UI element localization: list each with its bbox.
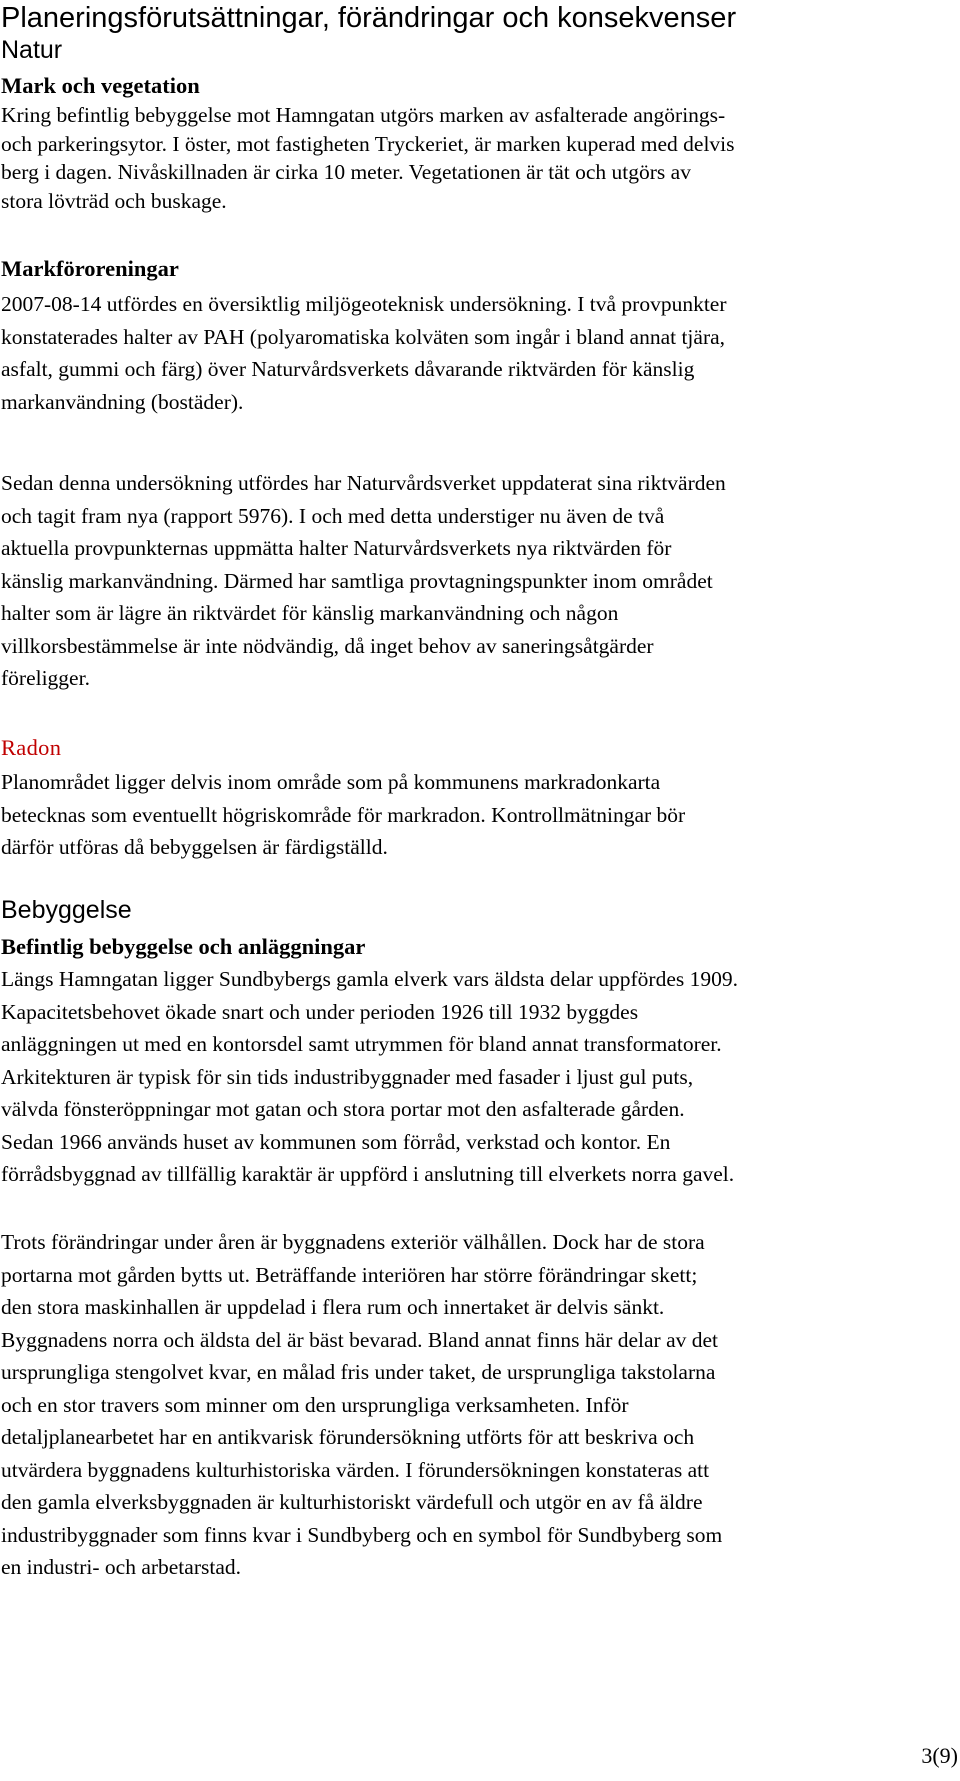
- text-line: Kring befintlig bebyggelse mot Hamngatan utgörs marken av asfalterade angörings-: [1, 103, 726, 127]
- text-line: aktuella provpunkternas uppmätta halter Naturvårdsverkets nya riktvärden för: [1, 536, 672, 560]
- page-number: 3(9): [921, 1743, 958, 1768]
- paragraph-markfororeningar-1: [1, 288, 936, 418]
- text-line: halter som är lägre än riktvärdet för känslig markanvändning och någon: [1, 601, 619, 625]
- page-title: Planeringsförutsättningar, förändringar och konsekvenser: [1, 2, 737, 34]
- text-line: Trots förändringar under åren är byggnadens exteriör välhållen. Dock har de stora: [1, 1230, 705, 1254]
- text-line: och en stor travers som minner om den ursprungliga verksamheten. Inför: [1, 1392, 629, 1417]
- paragraph-befintlig-1: [1, 963, 936, 1191]
- text-line: en industri- och arbetarstad.: [1, 1555, 241, 1579]
- text-line: ursprungliga stengolvet kvar, en målad fris under taket, de ursprungliga takstolarna: [1, 1360, 716, 1384]
- text-line: portarna mot gården bytts ut. Beträffande interiören har större förändringar skett;: [1, 1262, 698, 1287]
- text-line: utvärdera byggnadens kulturhistoriska värden. I förundersökningen konstateras att: [1, 1457, 710, 1482]
- text-line: och tagit fram nya (rapport 5976). I och med detta understiger nu även de två: [1, 503, 665, 528]
- text-line: förrådsbyggnad av tillfällig karaktär är uppförd i anslutning till elverkets norra gavel.: [1, 1162, 735, 1186]
- text-line: Planområdet ligger delvis inom område som på kommunens markradonkarta: [1, 770, 661, 794]
- text-line: Kapacitetsbehovet ökade snart och under perioden 1926 till 1932 byggdes: [1, 999, 639, 1024]
- section-heading-natur: Natur: [1, 36, 63, 64]
- text-line: välvda fönsteröppningar mot gatan och stora portar mot den asfalterade gården.: [1, 1097, 685, 1121]
- paragraph-mark-och-vegetation: [1, 101, 936, 215]
- text-line: berg i dagen. Nivåskillnaden är cirka 10 meter. Vegetationen är tät och utgörs av: [1, 160, 691, 184]
- text-line: stora lövträd och buskage.: [1, 188, 227, 213]
- subheading-mark-och-vegetation: Mark och vegetation: [1, 73, 200, 98]
- text-line: föreligger.: [1, 666, 90, 690]
- text-line: detaljplanearbetet har en antikvarisk förundersökning utförts för att beskriva och: [1, 1425, 695, 1449]
- text-line: den stora maskinhallen är uppdelad i flera rum och innertaket är delvis sänkt.: [1, 1295, 665, 1319]
- text-line: industribyggnader som finns kvar i Sundbyberg och en symbol för Sundbyberg som: [1, 1522, 723, 1547]
- text-line: villkorsbestämmelse är inte nödvändig, då inget behov av saneringsåtgärder: [1, 633, 654, 658]
- text-line: 2007-08-14 utfördes en översiktlig miljögeoteknisk undersökning. I två provpunkter: [1, 292, 727, 316]
- paragraph-befintlig-2: [1, 1226, 936, 1584]
- text-line: Sedan 1966 används huset av kommunen som förråd, verkstad och kontor. En: [1, 1129, 671, 1154]
- text-line: den gamla elverksbyggnaden är kulturhistoriskt värdefull och utgör en av få äldre: [1, 1490, 703, 1514]
- text-line: därför utföras då bebyggelsen är färdigställd.: [1, 835, 388, 859]
- text-line: anläggningen ut med en kontorsdel samt utrymmen för bland annat transformatorer.: [1, 1032, 722, 1056]
- paragraph-markfororeningar-2: [1, 467, 936, 695]
- paragraph-radon: [1, 766, 936, 864]
- text-line: Längs Hamngatan ligger Sundbybergs gamla elverk vars äldsta delar uppfördes 1909.: [1, 967, 738, 991]
- text-line: och parkeringsytor. I öster, mot fastigheten Tryckeriet, är marken kuperad med delvis: [1, 131, 735, 156]
- text-line: Sedan denna undersökning utfördes har Naturvårdsverket uppdaterat sina riktvärden: [1, 471, 726, 495]
- subheading-markfororeningar: Markföroreningar: [1, 256, 179, 281]
- section-heading-bebyggelse: Bebyggelse: [1, 896, 132, 924]
- text-line: Arkitekturen är typisk för sin tids industribyggnader med fasader i ljust gul puts,: [1, 1064, 694, 1089]
- text-line: asfalt, gummi och färg) över Naturvårdsverkets dåvarande riktvärden för känslig: [1, 357, 695, 381]
- text-line: Byggnadens norra och äldsta del är bäst bevarad. Bland annat finns här delar av det: [1, 1327, 719, 1352]
- text-line: markanvändning (bostäder).: [1, 389, 244, 414]
- text-line: betecknas som eventuellt högriskområde för markradon. Kontrollmätningar bör: [1, 802, 686, 827]
- text-line: känslig markanvändning. Därmed har samtliga provtagningspunkter inom området: [1, 568, 713, 593]
- subheading-befintlig-bebyggelse: Befintlig bebyggelse och anläggningar: [1, 934, 366, 959]
- subheading-radon: Radon: [1, 735, 62, 760]
- text-line: konstaterades halter av PAH (polyaromatiska kolväten som ingår i bland annat tjära,: [1, 324, 726, 349]
